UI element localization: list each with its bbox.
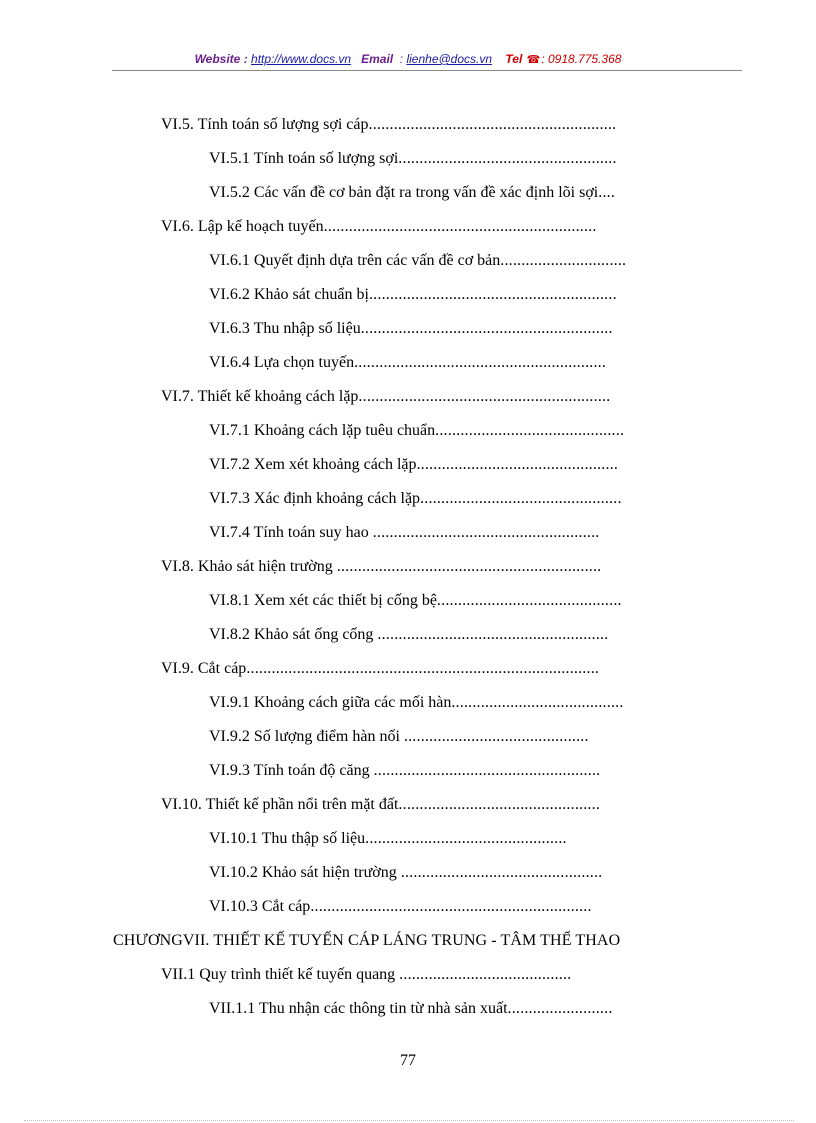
toc-entry-text: VI.7.1 Khoảng cách lặp tuêu chuẩn [209, 422, 436, 439]
toc-entry-vi-7-3[interactable] [209, 482, 681, 516]
email-link[interactable]: lienhe@docs.vn [406, 52, 493, 66]
toc-entry-text: VI.5. Tính toán số lượng sợi cáp [161, 116, 369, 133]
toc-entry-text: VI.6.4 Lựa chọn tuyến [209, 354, 355, 371]
toc-entry-text: VI.6.3 Thu nhập số liệu [209, 320, 361, 337]
toc-leader-dots: ................................................ [400, 864, 603, 881]
toc-entry-vi-9-3[interactable] [209, 754, 685, 788]
toc-leader-dots: .... [598, 184, 616, 201]
toc-entry-vi-7[interactable] [161, 380, 681, 414]
toc-entry-vi-10-2[interactable] [209, 856, 681, 890]
website-link[interactable]: http://www.docs.vn [251, 52, 352, 66]
toc-entry-vi-5[interactable] [161, 108, 686, 142]
toc-leader-dots: ...................................................... [373, 762, 601, 779]
toc-entry-text: VI.9. Cắt cáp [161, 660, 247, 677]
toc-leader-dots: ................................................ [398, 796, 601, 813]
toc-leader-dots: ....................................................... [377, 626, 609, 643]
toc-entry-vi-5-1[interactable] [209, 142, 679, 176]
toc-entry-text: VI.5.2 Các vấn đề cơ bản đặt ra trong vấn đề xác định lõi sợi [209, 184, 599, 201]
toc-entry-vi-6-4[interactable] [209, 346, 679, 380]
toc-entry-text: VI.6.2 Khảo sát chuẩn bị [209, 286, 369, 303]
email-label: Email [361, 52, 394, 66]
website-label: Website : [194, 52, 248, 66]
toc-leader-dots: ............................................ [436, 592, 622, 609]
toc-entry-vi-10-3[interactable] [209, 890, 681, 924]
toc-leader-dots: ...................................................... [372, 524, 600, 541]
toc-entry-text: VI.7.3 Xác định khoảng cách lặp [209, 490, 421, 507]
toc-leader-dots: .................................................... [398, 150, 617, 167]
toc-entry-vi-9-1[interactable] [209, 686, 681, 720]
toc-entry-text: VII.1.1 Thu nhận các thông tin từ nhà sản xuất [209, 1000, 508, 1017]
toc-entry-chapter-vii[interactable] [113, 924, 713, 958]
toc-leader-dots: ............................................. [435, 422, 625, 439]
toc-entry-text: VI.7.2 Xem xét khoảng cách lặp [209, 456, 417, 473]
toc-entry-text: VI.10.1 Thu thập số liệu [209, 830, 366, 847]
toc-entry-vi-7-1[interactable] [209, 414, 681, 448]
toc-entry-text: VI.7. Thiết kế khoảng cách lặp [161, 388, 359, 405]
toc-leader-dots: ............................................................ [354, 354, 607, 371]
tel-label: Tel [505, 52, 523, 66]
toc-entry-text: VI.6. Lập kế hoạch tuyến [161, 218, 324, 235]
toc-entry-vi-9[interactable] [161, 652, 683, 686]
toc-entry-text: VI.10.3 Cắt cáp [209, 898, 311, 915]
header-divider [112, 70, 742, 71]
toc-leader-dots: ......................... [507, 1000, 613, 1017]
page-bottom-edge [24, 1120, 794, 1121]
toc-entry-text: VI.8.2 Khảo sát ống cống [209, 626, 378, 643]
toc-entry-vi-10-1[interactable] [209, 822, 655, 856]
toc-entry-vi-8-1[interactable] [209, 584, 683, 618]
toc-entry-text: VI.5.1 Tính toán số lượng sợi [209, 150, 399, 167]
toc-leader-dots: ........................................................... [368, 286, 617, 303]
toc-entry-text: VI.9.3 Tính toán độ căng [209, 762, 374, 779]
toc-entry-vi-9-2[interactable] [209, 720, 685, 754]
toc-leader-dots: .................................................................................... [246, 660, 600, 677]
toc-leader-dots: ................................................ [416, 456, 619, 473]
toc-leader-dots: ............................................................ [358, 388, 611, 405]
page-number: 77 [400, 1052, 416, 1069]
toc-entry-vi-8[interactable] [161, 550, 679, 584]
phone-icon: ☎ [526, 54, 541, 66]
toc-leader-dots: ................................................ [420, 490, 622, 507]
toc-entry-vi-7-4[interactable] [209, 516, 677, 550]
toc-leader-dots: ......................................... [451, 694, 624, 711]
toc-leader-dots: ................................................................... [310, 898, 592, 915]
toc-leader-dots: .............................. [500, 252, 627, 269]
toc-entry-vii-1[interactable] [161, 958, 651, 992]
toc-entry-vi-6[interactable] [161, 210, 671, 244]
toc-entry-text: VI.8. Khảo sát hiện trường [161, 558, 337, 575]
toc-entry-text: CHƯƠNGVII. THIẾT KẾ TUYẾN CÁP LÁNG TRUNG - TÂM THỂ THAO [113, 932, 621, 949]
toc-entry-vi-6-3[interactable] [209, 312, 681, 346]
toc-entry-vi-10[interactable] [161, 788, 683, 822]
toc-entry-vi-8-2[interactable] [209, 618, 683, 652]
toc-entry-vi-6-2[interactable] [209, 278, 681, 312]
toc-leader-dots: ............................................ [403, 728, 589, 745]
toc-entry-text: VI.7.4 Tính toán suy hao [209, 524, 373, 541]
toc-entry-text: VI.9.2 Số lượng điểm hàn nối [209, 728, 404, 745]
toc-entry-text: VI.8.1 Xem xét các thiết bị cống bệ [209, 592, 437, 609]
toc-leader-dots: ................................................................. [323, 218, 597, 235]
toc-leader-dots: ............................................................... [336, 558, 602, 575]
email-separator: : [399, 52, 404, 66]
toc-leader-dots: ................................................ [365, 830, 567, 847]
toc-leader-dots: ......................................... [399, 966, 572, 983]
toc-entry-text: VII.1 Quy trình thiết kế tuyến quang [161, 966, 400, 983]
toc-entry-vi-5-2[interactable] [209, 176, 687, 210]
toc-entry-text: VI.9.1 Khoảng cách giữa các mối hàn [209, 694, 452, 711]
toc-entry-vi-7-2[interactable] [209, 448, 681, 482]
toc-entry-text: VI.10. Thiết kế phần nổi trên mặt đất [161, 796, 399, 813]
toc-entry-text: VI.10.2 Khảo sát hiện trường [209, 864, 401, 881]
toc-leader-dots: ........................................................... [368, 116, 617, 133]
tel-number: : 0918.775.368 [541, 52, 622, 66]
toc-entry-text: VI.6.1 Quyết định dựa trên các vấn đề cơ bản [209, 252, 501, 269]
toc-entry-vi-6-1[interactable] [209, 244, 681, 278]
page-header [0, 52, 816, 66]
toc-entry-vii-1-1[interactable] [209, 992, 679, 1026]
toc-leader-dots: ............................................................ [360, 320, 613, 337]
